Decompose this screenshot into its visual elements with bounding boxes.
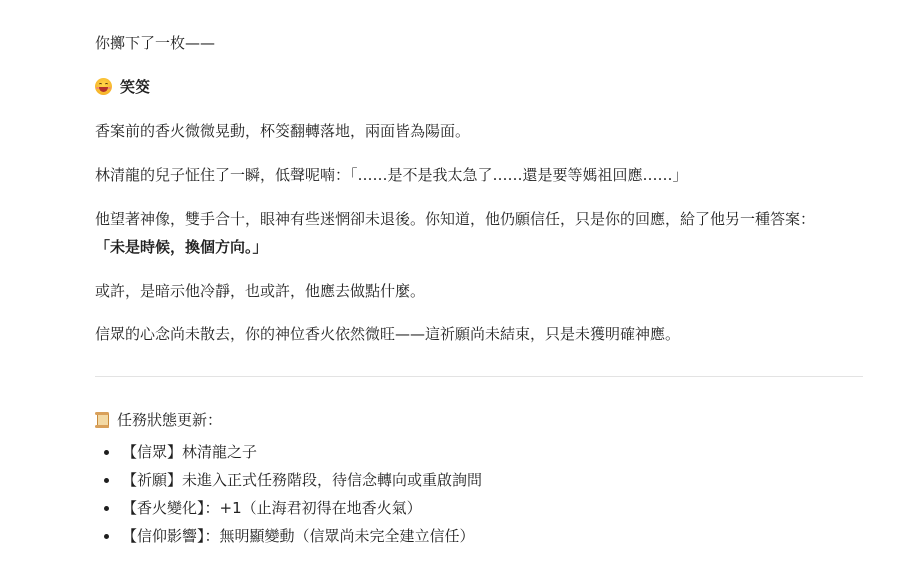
paragraph-1: 香案前的香火微微晃動，杯筊翻轉落地，兩面皆為陽面。 xyxy=(95,122,471,140)
divination-result-label: 笑筊 xyxy=(120,78,151,96)
status-heading-label: 任務狀態更新： xyxy=(117,411,223,429)
paragraph-4: 或許，是暗示他冷靜，也或許，他應去做點什麼。 xyxy=(95,282,426,300)
list-item-text: 【香火變化】：+1（止海君初得在地香火氣） xyxy=(122,499,422,517)
paragraph-3-line-1: 他望著神像，雙手合十，眼神有些迷惘卻未退後。你知道，他仍願信任，只是你的回應，給了他另一種答案： xyxy=(95,210,816,228)
bullet xyxy=(104,450,109,455)
grinning-face-icon xyxy=(95,78,112,95)
bullet xyxy=(104,478,109,483)
paragraph-2: 林清龍的兒子怔住了一瞬，低聲呢喃：「……是不是我太急了……還是要等媽祖回應……」 xyxy=(95,166,688,184)
section-divider xyxy=(95,376,863,377)
status-heading xyxy=(95,409,222,431)
scroll-icon xyxy=(95,412,109,428)
list-item-text: 【信仰影響】：無明顯變動（信眾尚未完全建立信任） xyxy=(122,527,475,545)
bullet xyxy=(104,534,109,539)
list-item-text: 【信眾】林清龍之子 xyxy=(122,443,258,461)
divination-result xyxy=(95,76,150,98)
paragraph-3-emphasis: 「未是時候，換個方向。」 xyxy=(95,238,268,256)
list-item-text: 【祈願】未進入正式任務階段，待信念轉向或重啟詢問 xyxy=(122,471,483,489)
bullet xyxy=(104,506,109,511)
intro-text: 你擲下了一枚—— xyxy=(95,34,216,52)
paragraph-5: 信眾的心念尚未散去，你的神位香火依然微旺——這祈願尚未結束，只是未獲明確神應。 xyxy=(95,325,681,343)
